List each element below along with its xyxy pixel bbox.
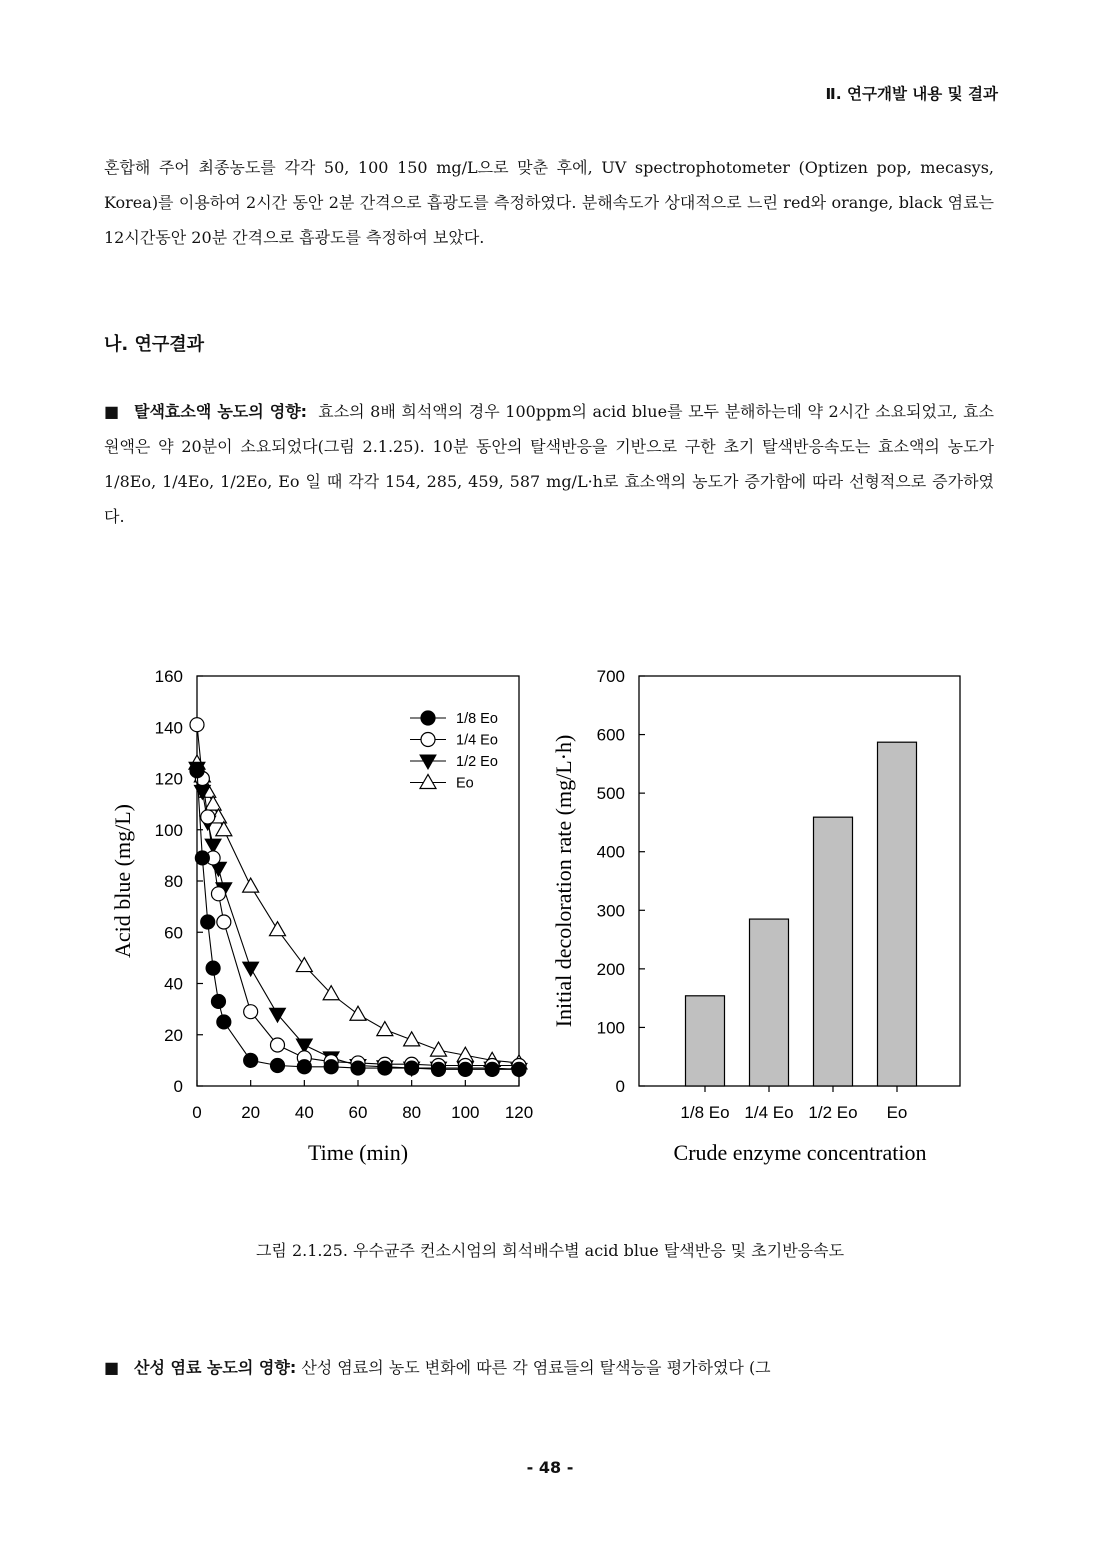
line-chart-x-label: Time (min) bbox=[307, 1140, 409, 1165]
y-tick-label: 40 bbox=[164, 974, 183, 994]
y-tick-label: 120 bbox=[154, 769, 183, 789]
data-point bbox=[485, 1062, 499, 1076]
bar bbox=[686, 996, 725, 1086]
data-point bbox=[377, 1022, 393, 1036]
y-tick-label: 80 bbox=[164, 872, 183, 891]
y-tick-label: 160 bbox=[154, 667, 183, 686]
bullet-paragraph-enzyme-concentration bbox=[104, 394, 994, 534]
legend-marker bbox=[420, 755, 436, 769]
data-point bbox=[351, 1061, 365, 1075]
legend-label: 1/8 Eo bbox=[456, 711, 498, 727]
x-tick-label: 80 bbox=[402, 1103, 422, 1122]
legend-marker bbox=[420, 775, 436, 789]
data-point bbox=[190, 764, 204, 778]
bullet-square-icon: ■ bbox=[104, 402, 120, 421]
section-heading: 나. 연구결과 bbox=[104, 334, 205, 355]
data-point bbox=[244, 1053, 258, 1067]
bar-chart-y-label: Initial decoloration rate (mg/L·h) bbox=[551, 734, 576, 1028]
y-tick-label: 60 bbox=[164, 923, 183, 943]
intro-paragraph: 혼합해 주어 최종농도를 각각 50, 100 150 mg/L으로 맞춘 후에, UV spectrophotometer (Optizen pop, mecasys, Korea)를 이용하여 2시간 동안 2분 간격으로 흡광도를 측정하였다. 분해속도가 상대적으로 느린 red와 orange, black 염료는 12시간동안 20분 간격으로 흡광도를 측정하여 보았다. bbox=[104, 158, 994, 247]
x-tick-label: Eo bbox=[886, 1103, 908, 1122]
page-number: - 48 - bbox=[526, 1458, 574, 1477]
bullet-square-icon: ■ bbox=[104, 1358, 120, 1377]
bullet-title: 탈색효소액 농도의 영향: bbox=[134, 402, 308, 421]
data-point bbox=[243, 878, 259, 892]
data-point bbox=[244, 1005, 258, 1019]
data-point bbox=[404, 1032, 420, 1046]
data-point bbox=[211, 994, 225, 1008]
line-chart-series bbox=[189, 718, 527, 1078]
data-point bbox=[206, 961, 220, 975]
line-chart-legend bbox=[410, 711, 498, 792]
y-tick-label: 100 bbox=[154, 820, 183, 840]
y-tick-label: 300 bbox=[596, 901, 625, 921]
bullet-paragraph-dye-concentration bbox=[104, 1350, 994, 1385]
series-line bbox=[197, 771, 519, 1070]
data-point bbox=[431, 1042, 447, 1056]
x-tick-label: 1/8 Eo bbox=[680, 1103, 730, 1122]
data-point bbox=[201, 810, 215, 824]
data-point bbox=[205, 796, 221, 810]
x-tick-label: 60 bbox=[348, 1103, 368, 1122]
y-tick-label: 0 bbox=[173, 1077, 183, 1096]
data-point bbox=[217, 1015, 231, 1029]
data-point bbox=[201, 915, 215, 929]
data-point bbox=[271, 1038, 285, 1052]
data-point bbox=[324, 1060, 338, 1074]
data-point bbox=[211, 887, 225, 901]
x-tick-label: 120 bbox=[504, 1103, 534, 1122]
bar bbox=[878, 742, 917, 1086]
series-line bbox=[197, 768, 519, 1069]
data-point bbox=[512, 1062, 526, 1076]
data-point bbox=[195, 851, 209, 865]
data-point bbox=[243, 962, 259, 976]
legend-label: Eo bbox=[456, 775, 474, 792]
bar bbox=[814, 817, 853, 1086]
figure-charts bbox=[0, 640, 1100, 1200]
data-point bbox=[458, 1062, 472, 1076]
running-header: Ⅱ. 연구개발 내용 및 결과 bbox=[825, 85, 998, 103]
x-tick-label: 1/4 Eo bbox=[744, 1103, 794, 1122]
x-tick-label: 20 bbox=[241, 1103, 261, 1122]
y-tick-label: 600 bbox=[596, 725, 625, 745]
legend-marker bbox=[421, 711, 435, 725]
y-tick-label: 700 bbox=[596, 667, 625, 686]
data-point bbox=[270, 922, 286, 936]
data-point bbox=[378, 1061, 392, 1075]
figure-caption: 그림 2.1.25. 우수균주 컨소시엄의 희석배수별 acid blue 탈색반응 및 초기반응속도 bbox=[255, 1241, 845, 1260]
y-tick-label: 100 bbox=[596, 1018, 625, 1038]
bullet-text: 효소의 8배 희석액의 경우 100ppm의 acid blue를 모두 분해하는데 약 2시간 소요되었고, 효소원액은 약 20분이 소요되었다(그림 2.1.25). 10분 동안의 탈색반응을 기반으로 구한 초기 탈색반응속도는 효소액의 농도가 1/8Eo, 1/4Eo, 1/2Eo, Eo 일 때 각각 154, 285, 459, 587 mg/L·h로 효소액의 농도가 증가함에 따라 선형적으로 증가하였다. bbox=[104, 402, 994, 526]
bar-chart bbox=[551, 667, 960, 1165]
data-point bbox=[297, 1060, 311, 1074]
x-tick-label: 100 bbox=[451, 1103, 480, 1122]
bar-chart-x-axis bbox=[680, 1086, 907, 1122]
bar bbox=[750, 919, 789, 1086]
bar-chart-y-axis bbox=[597, 667, 645, 1096]
x-tick-label: 40 bbox=[294, 1103, 314, 1122]
y-tick-label: 400 bbox=[596, 842, 625, 862]
bar-chart-x-label: Crude enzyme concentration bbox=[673, 1140, 927, 1165]
y-tick-label: 140 bbox=[154, 718, 183, 738]
y-tick-label: 200 bbox=[596, 959, 625, 979]
y-tick-label: 500 bbox=[596, 784, 625, 804]
line-chart-y-label: Acid blue (mg/L) bbox=[110, 804, 135, 958]
y-tick-label: 20 bbox=[164, 1025, 183, 1045]
bullet-text: 산성 염료의 농도 변화에 따른 각 염료들의 탈색능을 평가하였다 (그 bbox=[301, 1358, 771, 1377]
bar-chart-bars bbox=[686, 742, 917, 1086]
legend-marker bbox=[421, 733, 435, 747]
data-point bbox=[190, 718, 204, 732]
x-tick-label: 0 bbox=[192, 1103, 202, 1122]
data-point bbox=[432, 1062, 446, 1076]
legend-label: 1/2 Eo bbox=[456, 754, 498, 770]
legend-label: 1/4 Eo bbox=[456, 732, 498, 749]
data-point bbox=[405, 1061, 419, 1075]
data-point bbox=[271, 1059, 285, 1073]
data-point bbox=[296, 958, 312, 972]
data-point bbox=[216, 822, 232, 836]
data-point bbox=[217, 915, 231, 929]
y-tick-label: 0 bbox=[615, 1077, 625, 1096]
data-point bbox=[350, 1006, 366, 1020]
x-tick-label: 1/2 Eo bbox=[808, 1103, 858, 1122]
bullet-title: 산성 염료 농도의 영향: bbox=[134, 1358, 297, 1377]
line-chart bbox=[110, 667, 533, 1165]
